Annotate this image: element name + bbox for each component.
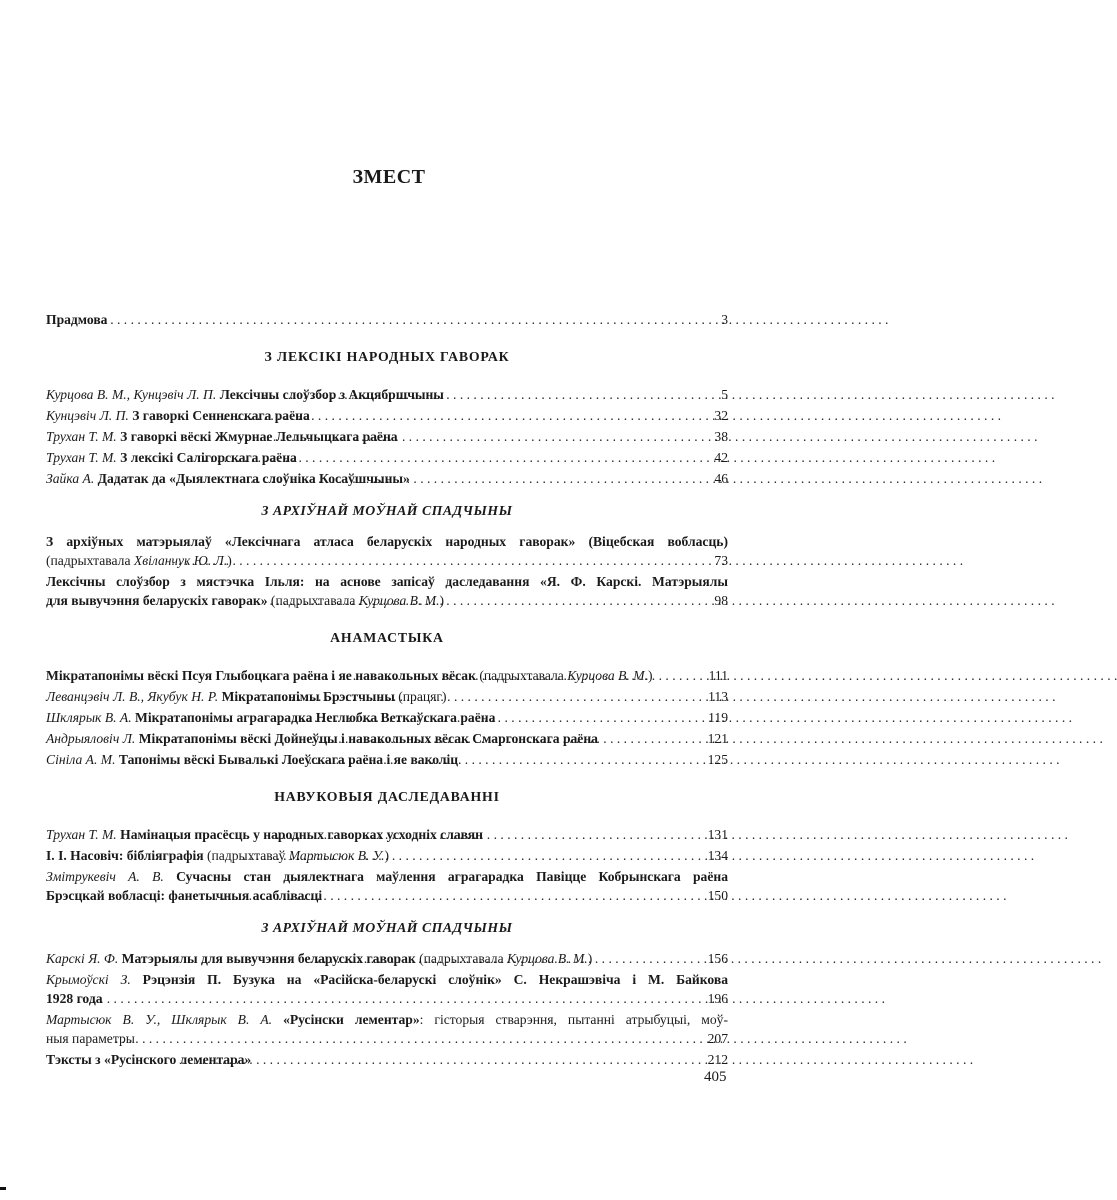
leader-dots — [311, 729, 684, 748]
entry-note: (падрыхтаваў — [203, 848, 289, 863]
leader-dots — [326, 666, 684, 685]
toc-entry[interactable] — [46, 949, 728, 968]
entry-note-end: ) — [587, 951, 593, 966]
leader-dots — [263, 591, 684, 610]
entry-title: Мікратапонімы вёскі Псуя Глыбоцкага раёна і яе навакольных вёсак — [46, 668, 476, 683]
entry-authors: Змітрукевіч А. В. — [46, 869, 164, 884]
toc-entry[interactable] — [46, 1050, 728, 1069]
entry-title-cont: Брэсцкай вобласці: фанетычныя асаблівасці — [46, 888, 323, 903]
entry-page: 73 — [714, 553, 728, 568]
entry-title: Рэцэнзія П. Бузука на «Расійска-беларускі слоўнік» С. Некрашэвіча і М. Байкова — [142, 972, 729, 987]
entry-authors: Леванцэвіч Л. В., Якубук Н. Р. — [46, 689, 219, 704]
leader-dots — [246, 427, 684, 446]
leader-dots — [242, 846, 684, 865]
entry-authors: Кунцэвіч Л. П. — [46, 408, 129, 423]
toc-entry[interactable] — [46, 406, 728, 425]
toc-entry[interactable] — [46, 448, 728, 467]
entry-page: 150 — [707, 888, 728, 903]
leader-dots — [209, 406, 684, 425]
leader-dots — [263, 385, 684, 404]
leader-dots — [268, 750, 684, 769]
entry-note: (падрыхтавала — [415, 951, 508, 966]
entry-page: 134 — [707, 848, 728, 863]
leader-dots — [115, 1029, 684, 1048]
section-heading: З ЛЕКСІКІ НАРОДНЫХ ГАВОРАК — [264, 349, 510, 364]
entry-page: 32 — [714, 408, 728, 423]
leader-dots — [203, 448, 684, 467]
entry-page: 46 — [714, 471, 728, 486]
entry-editor: Курцова В. М. — [507, 951, 588, 966]
entry-authors: Карскі Я. Ф. — [46, 951, 119, 966]
toc-entry[interactable] — [46, 867, 728, 905]
entry-note-end: ) — [647, 668, 653, 683]
entry-title: З архіўных матэрыялаў «Лексічнага атласа беларускіх народных гаворак» (Віцебская вобласць) — [46, 534, 728, 549]
entry-title: Лексічны слоўзбор з Акцябршчыны — [219, 387, 444, 402]
entry-page: 111 — [708, 668, 728, 683]
entry-title: З лексікі Салігорскага раёна — [120, 450, 297, 465]
toc-entry[interactable] — [46, 572, 728, 610]
entry-title: Мікратапонімы аграгарадка Неглюбка Веткаўскага раёна — [135, 710, 496, 725]
entry-note: (падрыхтавала — [46, 553, 134, 568]
entry-authors: Андрыяловіч Л. — [46, 731, 136, 746]
toc-entry[interactable] — [46, 750, 728, 769]
entry-page: 125 — [707, 752, 728, 767]
entry-editor: Хвіланчук Ю. Л. — [133, 553, 228, 568]
entry-page: 98 — [714, 593, 728, 608]
entry-page: 121 — [707, 731, 728, 746]
leader-dots — [264, 687, 684, 706]
entry-title: Лексічны слоўзбор з мястэчка Ільля: на аснове запісаў даследавання «Я. Ф. Карскі. Матэрыялы — [46, 574, 728, 589]
toc-entry[interactable] — [46, 469, 728, 488]
entry-title: «Русінски лементар» — [283, 1012, 420, 1027]
entry-title: Сучасны стан дыялектнага маўлення аграгарадка Павіцце Кобрынскага раёна — [176, 869, 728, 884]
toc-entry[interactable] — [46, 708, 728, 727]
leader-dots — [276, 825, 684, 844]
entry-editor: Мартысюк В. У. — [288, 848, 385, 863]
section-heading: З АРХІЎНАЙ МОЎНАЙ СПАДЧЫНЫ — [261, 920, 513, 935]
entry-editor: Курцова В. М. — [567, 668, 648, 683]
entry-authors: Сініла А. М. — [46, 752, 116, 767]
entry-page: 207 — [707, 1031, 728, 1046]
entry-page: 156 — [707, 951, 728, 966]
leader-dots — [181, 1050, 684, 1069]
entry-authors: Зайка А. — [46, 471, 95, 486]
entry-title: Дадатак да «Дыялектнага слоўніка Косаўшчыны» — [97, 471, 410, 486]
entry-title: І. І. Насовіч: бібліяграфія — [46, 848, 204, 863]
leader-dots — [250, 469, 684, 488]
entry-title: Намінацыя прасёсць у народных гаворках усходніх славян — [120, 827, 483, 842]
leader-dots — [171, 551, 684, 570]
entry-authors: Трухан Т. М. — [46, 450, 117, 465]
entry-page: 3 — [721, 312, 728, 327]
section-heading: НАВУКОВЫЯ ДАСЛЕДАВАННІ — [274, 789, 500, 804]
entry-note-end: ) — [384, 848, 390, 863]
entry-title: Тапонімы вёскі Бывалькі Лоеўскага раёна і яе ваколіц — [118, 752, 459, 767]
entry-authors: Мартысюк В. У., Шклярык В. А. — [46, 1012, 273, 1027]
entry-note-end: ) — [227, 553, 232, 568]
entry-page: 113 — [708, 689, 728, 704]
toc-entry[interactable] — [46, 846, 728, 865]
toc-entry[interactable] — [46, 970, 728, 1008]
entry-authors: Крымоўскі З. — [46, 972, 131, 987]
section-heading: З АРХІЎНАЙ МОЎНАЙ СПАДЧЫНЫ — [261, 503, 513, 518]
entry-title-cont: 1928 года — [46, 991, 103, 1006]
leader-dots — [97, 310, 684, 329]
entry-note: (падрыхтавала — [267, 593, 359, 608]
entry-authors: Трухан Т. М. — [46, 429, 117, 444]
entry-title-rest: : гісторыя стварэння, пытанні атрыбуцыі, моў- — [419, 1012, 728, 1027]
entry-title: Мікратапонімы вёскі Дойнеўцы і навакольных вёсак Смаргонскага раёна — [138, 731, 598, 746]
page-title: ЗМЕСТ — [352, 166, 426, 188]
entry-page: 42 — [714, 450, 728, 465]
section-heading: АНАМАСТЫКА — [330, 630, 444, 645]
entry-title: Тэксты з «Русінского лементара» — [46, 1052, 252, 1067]
leader-dots — [93, 989, 684, 1008]
toc-entry[interactable] — [46, 1010, 728, 1048]
toc-entry[interactable] — [46, 729, 728, 748]
entry-title: З гаворкі вёскі Жмурнае Лельчыцкага раёна — [120, 429, 398, 444]
entry-page: 196 — [707, 991, 728, 1006]
entry-page: 119 — [708, 710, 728, 725]
entry-page: 5 — [721, 387, 728, 402]
toc-entry-preface[interactable] — [46, 310, 728, 329]
page-number: 405 — [704, 1069, 727, 1085]
toc-entry[interactable] — [46, 427, 728, 446]
entry-note: (працяг) — [394, 689, 447, 704]
entry-authors: Курцова В. М., Кунцэвіч Л. П. — [46, 387, 217, 402]
entry-title-cont: ныя параметры — [46, 1031, 135, 1046]
scan-mark — [0, 1187, 6, 1190]
toc-entry[interactable] — [46, 825, 728, 844]
entry-authors: Трухан Т. М. — [46, 827, 117, 842]
toc-entry[interactable] — [46, 532, 728, 570]
entry-page: 131 — [707, 827, 728, 842]
toc-entry[interactable] — [46, 385, 728, 404]
entry-title: Матэрыялы для вывучэння беларускіх гаворак — [121, 951, 416, 966]
entry-page: 212 — [707, 1052, 728, 1067]
entry-title: Мікратапонімы Брэстчыны — [221, 689, 395, 704]
leader-dots — [215, 886, 684, 905]
entry-page: 38 — [714, 429, 728, 444]
entry-title-cont: для вывучэння беларускіх гаворак» — [46, 593, 268, 608]
entry-note-end: ) — [439, 593, 445, 608]
leader-dots — [309, 949, 684, 968]
toc-entry[interactable] — [46, 666, 728, 685]
entry-note: (падрыхтавала — [475, 668, 568, 683]
table-of-contents — [46, 310, 728, 1071]
entry-authors: Шклярык В. А. — [46, 710, 132, 725]
toc-entry[interactable] — [46, 687, 728, 706]
entry-title: З гаворкі Сенненскага раёна — [132, 408, 310, 423]
entry-title: Прадмова — [46, 312, 108, 327]
leader-dots — [280, 708, 684, 727]
entry-editor: Курцова В. М. — [358, 593, 440, 608]
